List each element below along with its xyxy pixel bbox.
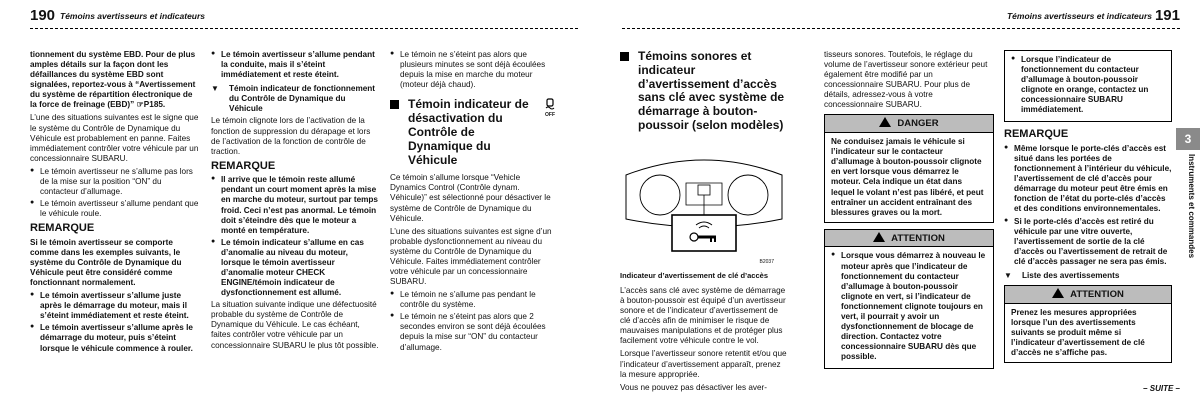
header-title: Témoins avertisseurs et indicateurs	[1006, 11, 1152, 21]
chapter-number: 3	[1176, 128, 1200, 150]
paragraph: Le témoin clignote lors de l’activation de la fonction de suppression du dérapage et lors de l’activation de la fonction de contrôle de traction.	[211, 116, 371, 156]
header-title: Témoins avertisseurs et indicateurs	[60, 11, 206, 21]
column-3	[390, 50, 558, 355]
list-item: ● Le témoin ne s’éteint pas alors que 2 secondes environ se sont déjà écoulées depuis la mise sur “ON” du contacteur d’allumage.	[390, 312, 558, 352]
column-2	[211, 50, 379, 354]
paragraph: L’accès sans clé avec système de démarrage à bouton-poussoir est équipé d’un avertisseur sonore et de l’indicateur d’avertissement de clé d’accès afin de minimiser le risque de mauvaises manipulations et de protéger plus facilement votre véhicule contre le vol.	[620, 286, 786, 346]
list-item: ● Même lorsque le porte-clés d’accès est situé dans les portées de fonctionnement à l’intérieur du véhicule, l’avertissement de clé d’accès pour démarrage du moteur peut être émis en fonction de l’état du porte-clés d’accès et des conditions environnementales.	[1004, 144, 1172, 215]
attention-box	[1004, 285, 1172, 363]
ebd-paragraph: tionnement du système EBD. Pour de plus amples détails sur la façon dont les défaillances du système EBD sont signalées, reportez-vous à “Avertissement du système de répartition électronique de la force de freinage (EBD)” ☞P185.	[30, 50, 196, 110]
warning-triangle-icon	[879, 117, 891, 127]
page-number: 190	[30, 7, 56, 24]
attention-body	[825, 247, 993, 368]
list-item: ● Il arrive que le témoin reste allumé pendant un court moment après la mise en marche du moteur, surtout par temps froid. Ceci n’est pas anormal. Le témoin doit s’éteindre dès que le moteur a monté en température.	[211, 175, 379, 235]
page-number: 191	[1154, 7, 1180, 24]
column-6	[1004, 50, 1172, 369]
instrument-cluster-illustration	[620, 139, 788, 267]
paragraph: L’une des situations suivantes est signe d’un probable dysfonctionnement au niveau du système du Contrôle de Dynamique du Véhicule. Faites immédiatement contrôler votre véhicule par un concessionnaire SUBARU.	[390, 226, 552, 287]
chapter-title: Instruments et commandes	[1187, 154, 1196, 259]
list-item: ● Le témoin ne s’éteint pas alors que plusieurs minutes se sont déjà écoulées depuis la mise en marche du moteur (moteur déjà chaud).	[390, 50, 558, 90]
list-item: ● Si le porte-clés d’accès est retiré du véhicule par une vitre ouverte, l’avertissement de sortie de la clé d’accès ou l’avertissement de retrait de clé d’accès passager ne sera pas émis.	[1004, 217, 1172, 267]
attention-header: ATTENTION	[825, 230, 993, 248]
figure-code: B2037	[759, 258, 774, 265]
figure-caption: Indicateur d’avertissement de clé d’accès	[620, 270, 768, 280]
attention-box	[824, 229, 994, 370]
warnings-list-subheading: ▼ Liste des avertissements	[1004, 271, 1172, 281]
list-item: ● Le témoin avertisseur s’allume pendant que le véhicule roule.	[30, 199, 200, 219]
list-item: ● Le témoin avertisseur s’allume pendant la conduite, mais il s’éteint immédiatement et reste éteint.	[211, 50, 379, 80]
vdc-off-indicator-icon	[542, 98, 558, 118]
notice-box	[1004, 50, 1172, 122]
paragraph: Lorsque l’avertisseur sonore retentit et/ou que l’indicateur d’avertissement apparaît, prenez la mesure appropriée.	[620, 349, 787, 379]
skid-car-icon	[544, 98, 556, 110]
square-bullet-icon	[620, 52, 629, 61]
notice-body	[1005, 51, 1171, 121]
header-divider	[622, 28, 1180, 29]
list-item: ● Le témoin ne s’allume pas pendant le contrôle du système.	[390, 290, 558, 310]
paragraph: Vous ne pouvez pas désactiver les aver-	[620, 382, 768, 392]
column-1	[30, 50, 200, 356]
square-bullet-icon	[390, 100, 399, 109]
remarque-heading: REMARQUE	[1004, 128, 1069, 141]
continued-marker: – SUITE –	[1143, 384, 1180, 393]
attention-text: Prenez les mesures appropriées lorsque l’un des avertissements suivants se produit même si l’indicateur d’avertissement de clé d’accès ne s’affiche pas.	[1011, 307, 1145, 357]
paragraph: tisseurs sonores. Toutefois, le réglage du volume de l’avertisseur sonore extérieur peut également être modifié par un concessionnaire SUBARU. Pour plus de détails, adressez-vous à votre concessionnaire SUBARU.	[824, 50, 988, 110]
attention-header: ATTENTION	[1005, 286, 1171, 304]
list-item: ● Le témoin indicateur s’allume en cas d’anomalie au niveau du moteur, lorsque le témoin avertisseur d’anomalie moteur CHECK ENGINE/témoin indicateur de dysfonctionnement est allumé.	[211, 238, 379, 298]
right-page	[602, 0, 1200, 402]
danger-header: DANGER	[825, 115, 993, 133]
column-5	[824, 50, 994, 375]
chapter-tab	[1176, 128, 1200, 274]
column-4	[620, 50, 788, 396]
off-label: OFF	[545, 112, 555, 119]
vdc-operation-subheading: ▼ Témoin indicateur de fonctionnement du Contrôle de Dynamique du Véhicule	[211, 84, 379, 114]
header-divider	[30, 28, 578, 29]
remarque-heading: REMARQUE	[211, 159, 276, 172]
vdc-off-heading: Témoin indicateur de désactivation du Contrôle de Dynamique du Véhicule	[390, 98, 530, 167]
paragraph: La situation suivante indique une défectuosité probable du système de Contrôle de Dynamique du Véhicule. Le cas échéant, faites contrôler votre véhicule par un concessionnaire SUBARU le plus tôt possible.	[211, 300, 379, 350]
remarque-intro: Si le témoin avertisseur se comporte comme dans les exemples suivants, le système du Contrôle de Dynamique du Véhicule peut être considéré comme fonctionnant normalement.	[30, 237, 182, 288]
vdc-off-heading-block	[390, 98, 558, 167]
right-page-header	[602, 3, 1200, 33]
paragraph: Ce témoin s’allume lorsque “Vehicle Dynamics Control (Contrôle dynam. Véhicule)” est sélectionné pour désactiver le système de Contrôle de Dynamique du Véhicule.	[390, 173, 551, 223]
danger-text: Ne conduisez jamais le véhicule si l’indicateur sur le contacteur d’allumage à bouton-poussoir clignote en vert lorsque vous démarrez le moteur. Cela indique un état dans lequel le volant n’est pas libéré, et peut entraîner un accident entraînant des blessures graves ou la mort.	[831, 137, 984, 217]
key-warning-figure	[620, 139, 788, 267]
danger-box	[824, 114, 994, 222]
warning-triangle-icon	[873, 232, 885, 242]
list-item: ● Lorsque l’indicateur de fonctionnement du contacteur d’allumage à bouton-poussoir clignote en orange, contactez un concessionnaire SUBARU immédiatement.	[1011, 55, 1165, 115]
left-page-header	[0, 3, 598, 33]
list-item: ● Le témoin avertisseur ne s’allume pas lors de la mise sur la position “ON” du contacteur d’allumage.	[30, 167, 200, 197]
keyless-warning-heading: Témoins sonores et indicateur d’avertissement d’accès sans clé avec système de démarrage à bouton-poussoir (selon modèles)	[620, 50, 788, 133]
left-page	[0, 0, 598, 402]
warning-triangle-icon	[1052, 288, 1064, 298]
paragraph: L’une des situations suivantes est le signe que le système du Contrôle de Dynamique du Véhicule est probablement en panne. Faites immédiatement contrôler votre véhicule par un concessionnaire SUBARU.	[30, 113, 199, 163]
list-item: ● Lorsque vous démarrez à nouveau le moteur après que l’indicateur de fonctionnement du contacteur d’allumage à bouton-poussoir clignote en vert, si l’indicateur de fonctionnement clignote toujours en vert, il pourrait y avoir un dysfonctionnement de blocage de direction. Contactez votre concessionnaire SUBARU dès que possible.	[831, 251, 987, 362]
list-item: ● Le témoin avertisseur s’allume juste après le démarrage du moteur, mais il s’éteint immédiatement et reste éteint.	[30, 291, 200, 321]
remarque-heading: REMARQUE	[30, 222, 95, 235]
list-item: ● Le témoin avertisseur s’allume après le démarrage du moteur, puis s’éteint lorsque le véhicule commence à rouler.	[30, 323, 200, 353]
